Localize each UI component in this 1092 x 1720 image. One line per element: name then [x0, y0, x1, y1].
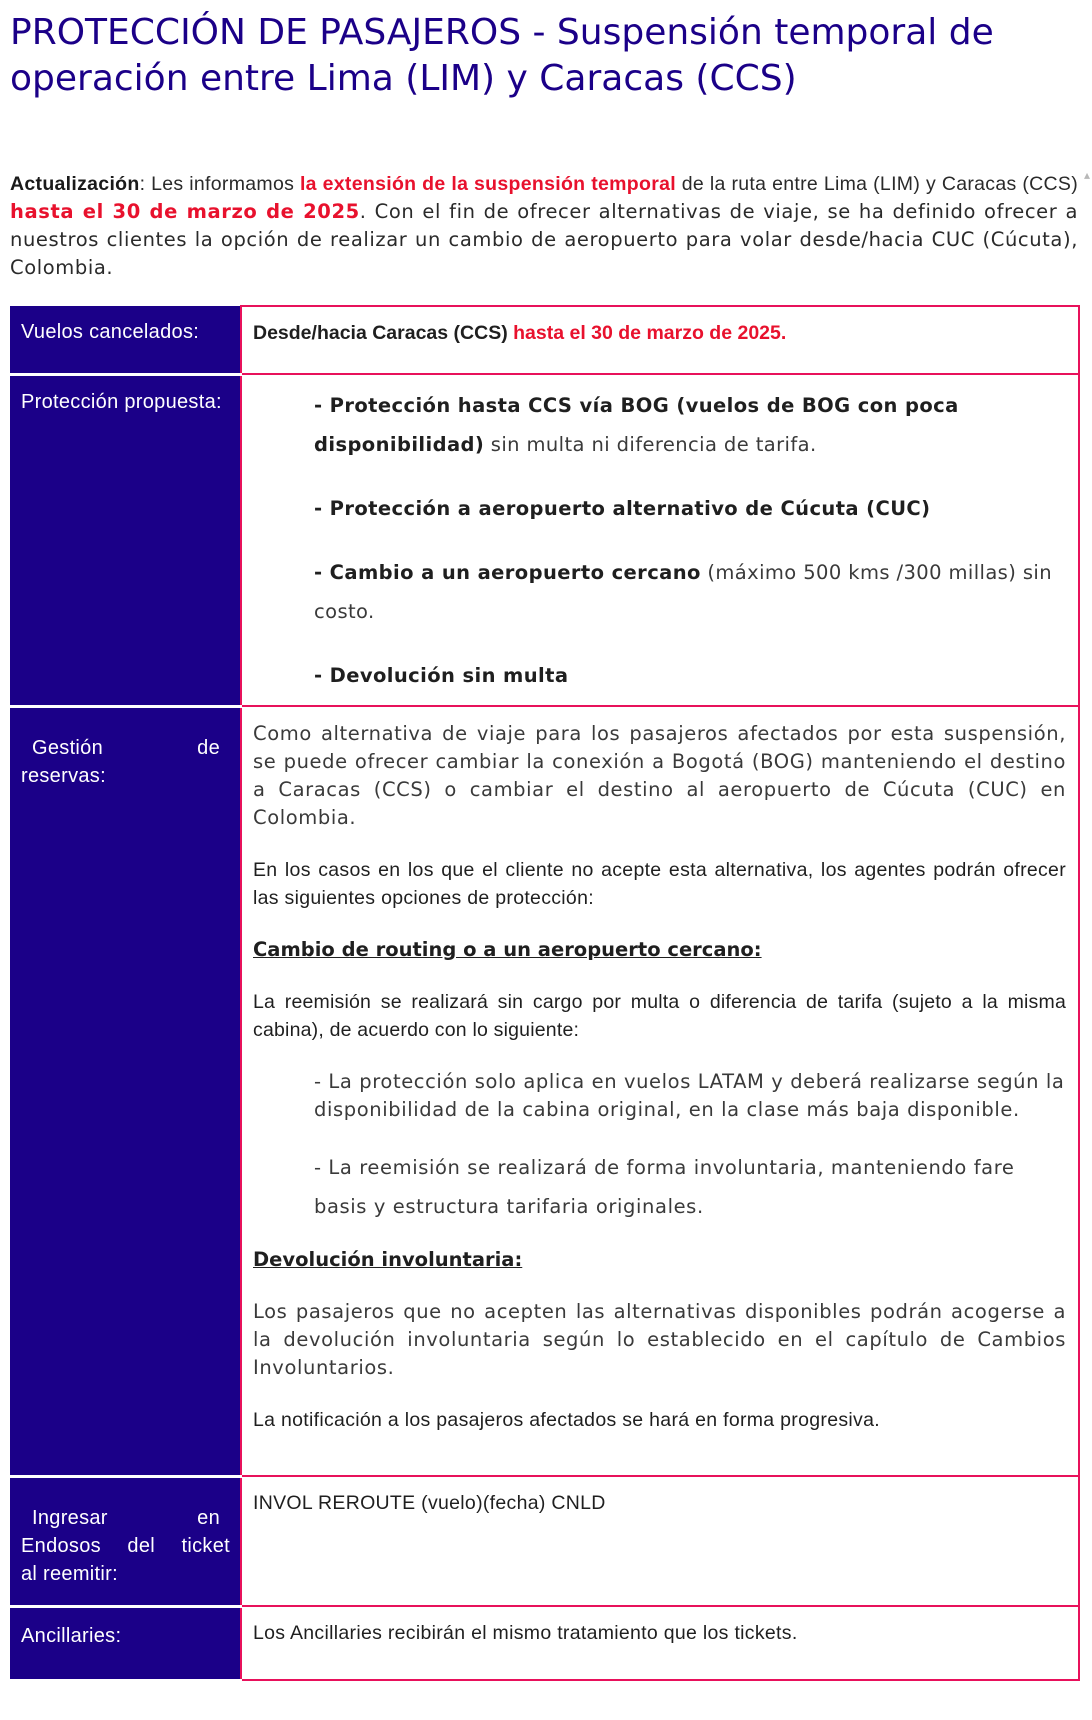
label-cell-ancillaries	[10, 1606, 241, 1680]
page-title: PROTECCIÓN DE PASAJEROS - Suspensión temporal de operación entre Lima (LIM) y Caracas (CCS)	[10, 12, 994, 99]
label-endorsement-word2: en	[197, 1506, 220, 1529]
update-text-2: de la ruta entre Lima (LIM) y Caracas (CCS)	[675, 173, 1078, 195]
update-notice	[10, 170, 1078, 282]
protection-option-bog-rest: sin multa ni diferencia de tarifa.	[484, 433, 817, 456]
value-cell-ancillaries	[241, 1606, 1079, 1680]
label-cell-management	[10, 706, 241, 1476]
label-ancillaries: Ancillaries:	[21, 1624, 122, 1647]
label-proposed-protection: Protección propuesta:	[21, 390, 222, 413]
label-cancelled-flights: Vuelos cancelados:	[21, 321, 200, 343]
protection-options-list	[253, 386, 1066, 695]
protection-option-bog	[314, 386, 1066, 464]
protection-option-bog-bold: - Protección hasta CCS vía BOG (vuelos de BOG con poca disponibilidad)	[314, 394, 959, 456]
label-endorsement-word5: ticket	[181, 1534, 230, 1557]
row-booking-management	[10, 706, 1079, 1476]
management-paragraph-options: En los casos en los que el cliente no acepte esta alternativa, los agentes podrán ofrecer las siguientes opciones de protección:	[253, 859, 1066, 909]
value-cell-protection	[241, 374, 1079, 706]
involuntary-refund-heading: Devolución involuntaria:	[253, 1248, 523, 1271]
label-endorsement-word4: del	[127, 1534, 156, 1557]
label-endorsement-word6: al reemitir:	[21, 1562, 118, 1585]
protection-option-nearby-bold: - Cambio a un aeropuerto cercano	[314, 561, 701, 584]
reissue-condition-latam: - La protección solo aplica en vuelos LATAM y deberá realizarse según la disponibilidad de la cabina original, en la clase más baja disponible.	[314, 1070, 1065, 1121]
update-text-3: . Con el fin de ofrecer alternativas de viaje, se ha definido ofrecer a nuestros clientes la opción de realizar un cambio de aeropuerto para volar desde/hacia CUC (Cúcuta), Colombia.	[10, 200, 1078, 279]
label-management-word2: de	[197, 736, 220, 759]
label-cell-protection	[10, 374, 241, 706]
label-cell-endorsement	[10, 1476, 241, 1606]
management-paragraph-refund: Los pasajeros que no acepten las alternativas disponibles podrán acogerse a la devolución involuntaria según lo establecido en el capítulo de Cambios Involuntarios.	[253, 1300, 1066, 1379]
label-endorsement-word3: Endosos	[21, 1534, 101, 1557]
label-endorsement-word1: Ingresar	[32, 1506, 108, 1529]
update-highlight-extension: la extensión de la suspensión temporal	[299, 173, 676, 195]
value-cell-endorsement	[241, 1476, 1079, 1606]
protection-option-nearby-rest: (máximo 500 kms /300 millas) sin costo.	[314, 561, 1052, 623]
protection-option-refund: - Devolución sin multa	[314, 664, 569, 687]
value-cell-management	[241, 706, 1079, 1476]
update-highlight-date: hasta el 30 de marzo de 2025	[10, 200, 360, 223]
row-ticket-endorsement	[10, 1476, 1079, 1606]
label-management-word1: Gestión	[32, 736, 104, 759]
label-management-word3: reservas:	[21, 764, 106, 787]
management-heading-refund	[253, 1246, 1066, 1274]
cancelled-route: Desde/hacia Caracas (CCS)	[253, 322, 514, 344]
update-lead: Actualización	[10, 173, 140, 195]
reissue-conditions-list	[253, 1068, 1066, 1226]
row-ancillaries	[10, 1606, 1079, 1680]
label-cell-cancelled	[10, 306, 241, 374]
management-paragraph-reissue: La reemisión se realizará sin cargo por multa o diferencia de tarifa (sujeto a la misma cabina), de acuerdo con lo siguiente:	[253, 991, 1066, 1041]
management-paragraph-notification: La notificación a los pasajeros afectados se hará en forma progresiva.	[253, 1409, 880, 1431]
protection-option-cuc: - Protección a aeropuerto alternativo de Cúcuta (CUC)	[314, 497, 931, 520]
protection-option-nearby-airport	[314, 553, 1066, 631]
management-heading-routing	[253, 936, 1066, 964]
row-proposed-protection	[10, 374, 1079, 706]
ancillaries-treatment: Los Ancillaries recibirán el mismo tratamiento que los tickets.	[253, 1622, 798, 1644]
update-text-1: : Les informamos	[139, 173, 300, 195]
management-paragraph-alternative: Como alternativa de viaje para los pasajeros afectados por esta suspensión, se puede ofrecer cambiar la conexión a Bogotá (BOG) manteniendo el destino a Caracas (CCS) o cambiar el destino al aeropuerto de Cúcuta (CUC) en Colombia.	[253, 722, 1066, 829]
endorsement-code: INVOL REROUTE (vuelo)(fecha) CNLD	[253, 1492, 606, 1514]
routing-change-heading: Cambio de routing o a un aeropuerto cercano:	[253, 938, 762, 961]
row-cancelled-flights	[10, 306, 1079, 374]
scroll-up-arrow-icon[interactable]: ▴	[1084, 168, 1091, 182]
reissue-condition-involuntary: - La reemisión se realizará de forma involuntaria, manteniendo fare basis y estructura tarifaria originales.	[314, 1156, 1015, 1218]
value-cell-cancelled	[241, 306, 1079, 374]
cancelled-until-date: hasta el 30 de marzo de 2025.	[513, 322, 787, 344]
protection-info-table	[10, 305, 1080, 1682]
